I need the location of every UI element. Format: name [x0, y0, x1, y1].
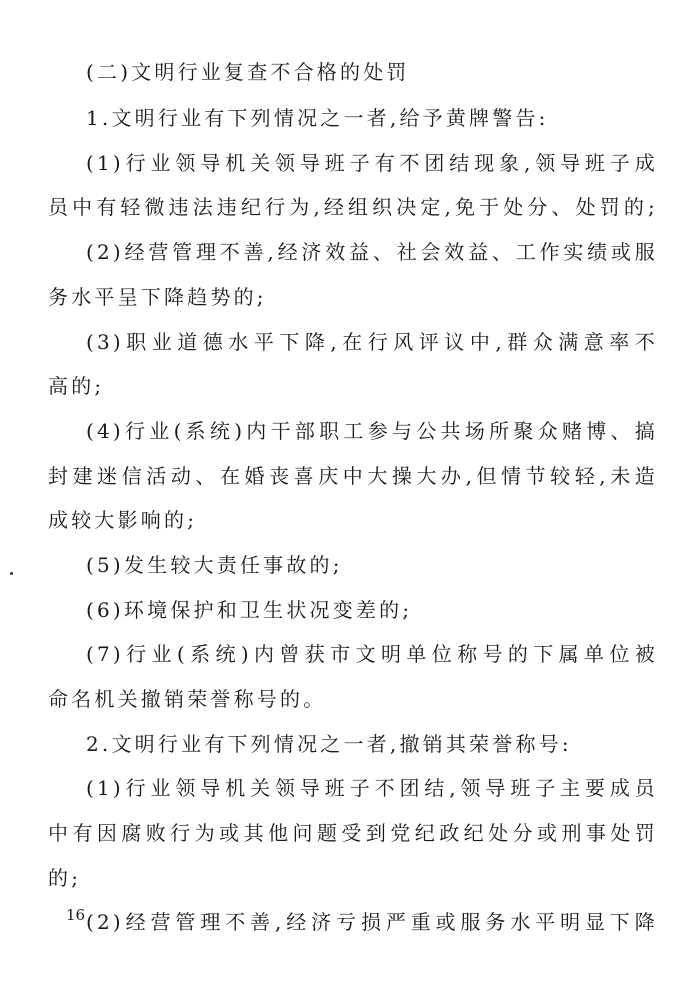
- section-heading: (二)文明行业复查不合格的处罚: [86, 60, 410, 84]
- paragraph-line: 高的;: [48, 374, 105, 398]
- paragraph-line: 员中有轻微违法违纪行为,经组织决定,免于处分、处罚的;: [48, 195, 658, 219]
- paragraph-line: 中有因腐败行为或其他问题受到党纪政纪处分或刑事处罚: [48, 821, 658, 845]
- clause-2-heading: 2.文明行业有下列情况之一者,撤销其荣誉称号:: [86, 732, 572, 756]
- paragraph-line: 务水平呈下降趋势的;: [48, 285, 267, 309]
- paragraph-line: (5)发生较大责任事故的;: [86, 553, 343, 577]
- paragraph-line: 的;: [48, 866, 82, 890]
- paragraph-line: (3)职业道德水平下降,在行风评议中,群众满意率不: [86, 330, 658, 354]
- paragraph-line: (6)环境保护和卫生状况变差的;: [86, 598, 413, 622]
- paragraph-line: 封建迷信活动、在婚丧喜庆中大操大办,但情节较轻,未造: [48, 464, 658, 488]
- page-number: 16: [66, 906, 86, 924]
- paragraph-line: 命名机关撤销荣誉称号的。: [48, 687, 327, 711]
- paragraph-line: (2)经营管理不善,经济亏损严重或服务水平明显下降: [86, 910, 658, 934]
- paragraph-line: (4)行业(系统)内干部职工参与公共场所聚众赌博、搞: [86, 419, 658, 443]
- paragraph-line: (1)行业领导机关领导班子有不团结现象,领导班子成: [86, 151, 658, 175]
- scan-speck: [10, 572, 13, 575]
- clause-1-heading: 1.文明行业有下列情况之一者,给予黄牌警告:: [86, 106, 549, 130]
- paragraph-line: (1)行业领导机关领导班子不团结,领导班子主要成员: [86, 776, 658, 800]
- paragraph-line: (7)行业(系统)内曾获市文明单位称号的下属单位被: [86, 642, 658, 666]
- paragraph-line: 成较大影响的;: [48, 508, 198, 532]
- paragraph-line: (2)经营管理不善,经济效益、社会效益、工作实绩或服: [86, 240, 658, 264]
